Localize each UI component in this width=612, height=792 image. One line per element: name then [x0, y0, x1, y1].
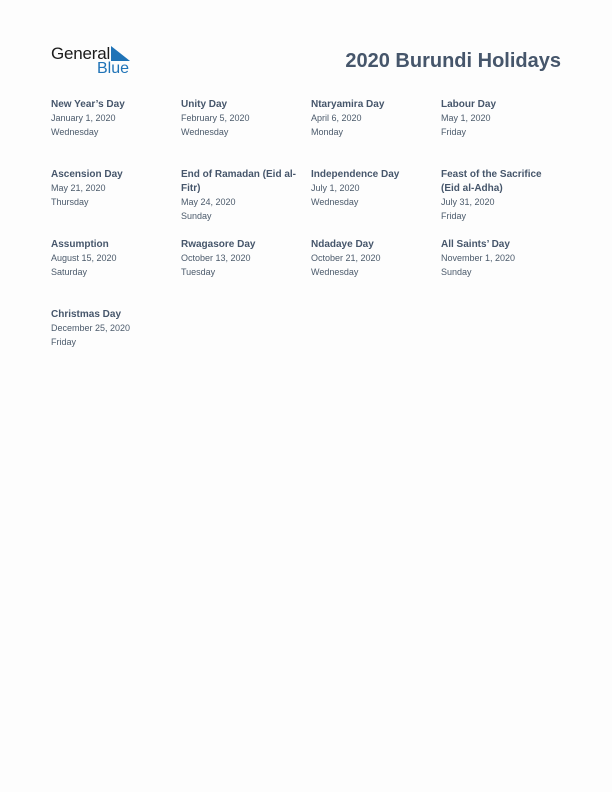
holiday-date: May 1, 2020 — [441, 113, 491, 123]
holiday-entry — [311, 168, 433, 209]
page-title: 2020 Burundi Holidays — [345, 50, 561, 72]
holiday-date: October 13, 2020 — [181, 253, 251, 263]
holiday-weekday: Thursday — [51, 196, 89, 207]
holiday-entry — [51, 308, 173, 349]
logo-general-text: General — [51, 44, 111, 63]
holiday-entry — [311, 238, 433, 279]
holiday-date: January 1, 2020 — [51, 113, 116, 123]
holiday-name: Unity Day — [181, 99, 228, 110]
holiday-weekday: Friday — [51, 336, 77, 347]
holiday-name: Assumption — [51, 239, 109, 250]
holiday-date: May 24, 2020 — [181, 197, 236, 207]
holiday-weekday: Sunday — [181, 210, 212, 221]
holiday-weekday: Friday — [441, 126, 467, 137]
holiday-entry — [441, 168, 563, 223]
holiday-weekday: Saturday — [51, 266, 88, 277]
holiday-date: November 1, 2020 — [441, 253, 516, 263]
holiday-name: Labour Day — [441, 99, 497, 110]
holiday-date: February 5, 2020 — [181, 113, 250, 123]
holiday-entry — [51, 168, 173, 209]
holiday-name: Christmas Day — [51, 309, 122, 320]
holiday-entry — [311, 98, 433, 139]
generalblue-logo — [51, 44, 141, 78]
holiday-date: May 21, 2020 — [51, 183, 106, 193]
holiday-date: July 1, 2020 — [311, 183, 360, 193]
holiday-date: October 21, 2020 — [311, 253, 381, 263]
holiday-name: Ntaryamira Day — [311, 99, 385, 110]
holiday-entry — [181, 98, 303, 139]
holiday-date: July 31, 2020 — [441, 197, 495, 207]
holiday-name: All Saints’ Day — [441, 239, 510, 250]
holiday-weekday: Wednesday — [181, 126, 229, 137]
holiday-date: April 6, 2020 — [311, 113, 362, 123]
holiday-date: December 25, 2020 — [51, 323, 131, 333]
holiday-entry — [441, 238, 563, 279]
holiday-entry — [181, 168, 303, 223]
holiday-entry — [181, 238, 303, 279]
holiday-name: Ascension Day — [51, 169, 123, 180]
holiday-entry — [51, 98, 173, 139]
holiday-name: New Year’s Day — [51, 99, 125, 110]
holiday-entry — [51, 238, 173, 279]
holiday-weekday: Friday — [441, 210, 467, 221]
holiday-weekday: Sunday — [441, 266, 472, 277]
holiday-weekday: Wednesday — [311, 266, 359, 277]
holiday-name: Feast of the Sacrifice (Eid al-Adha) — [441, 169, 542, 194]
holiday-weekday: Wednesday — [51, 126, 99, 137]
holiday-date: August 15, 2020 — [51, 253, 117, 263]
holiday-name: Ndadaye Day — [311, 239, 374, 250]
holiday-weekday: Tuesday — [181, 266, 216, 277]
holiday-weekday: Wednesday — [311, 196, 359, 207]
holiday-name: Independence Day — [311, 169, 400, 180]
holiday-weekday: Monday — [311, 126, 344, 137]
holiday-name: End of Ramadan (Eid al-Fitr) — [181, 169, 297, 194]
holiday-entry — [441, 98, 563, 139]
holiday-name: Rwagasore Day — [181, 239, 256, 250]
logo-blue-text: Blue — [97, 60, 130, 77]
